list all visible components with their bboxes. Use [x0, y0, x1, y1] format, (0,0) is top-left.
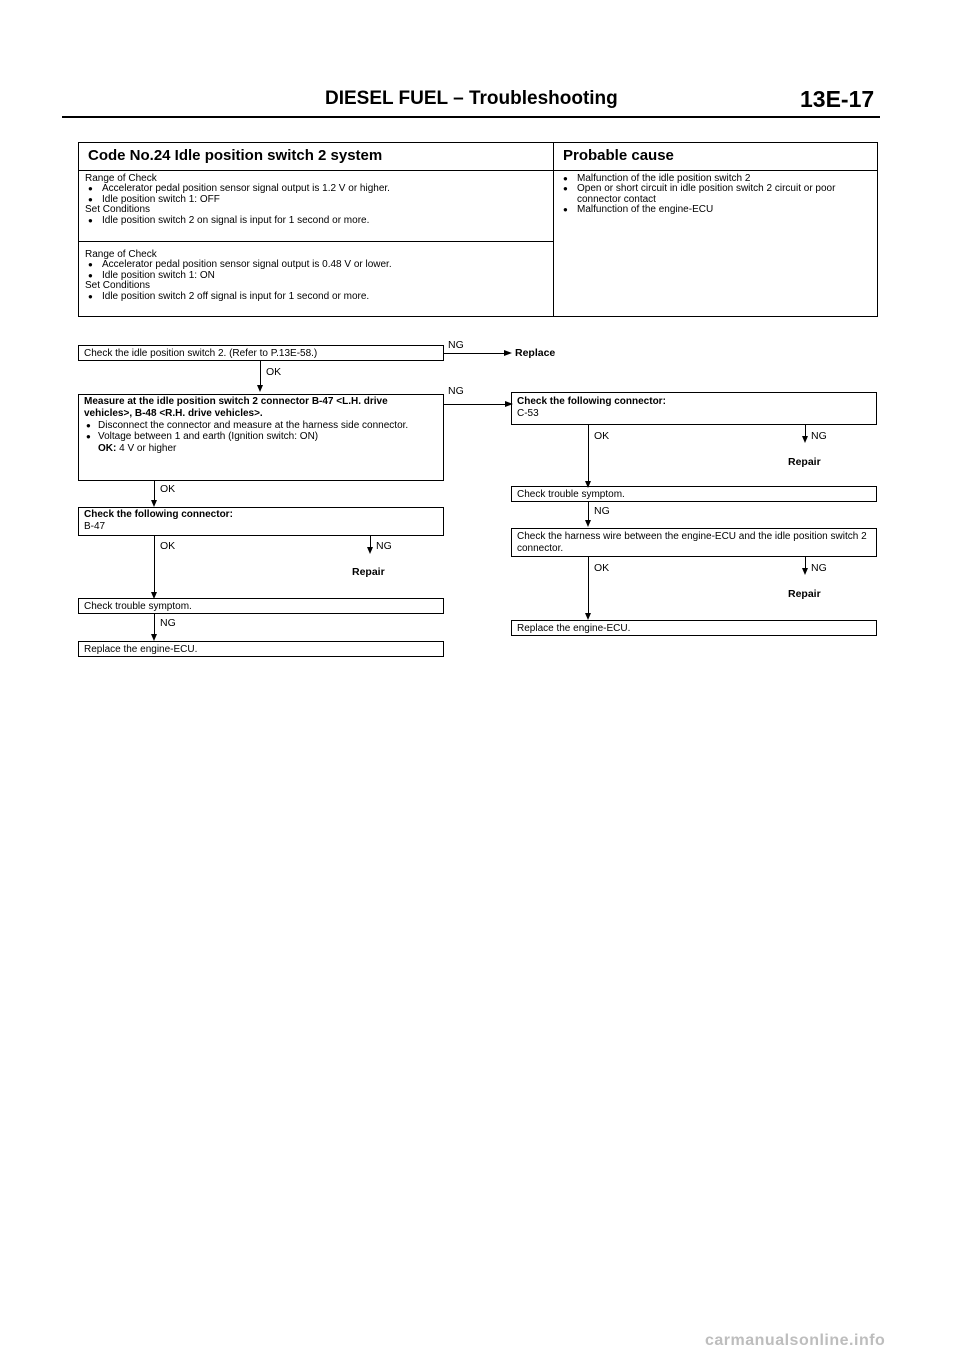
step-right-replace-ecu: Replace the engine-ECU. [511, 620, 877, 636]
table-header-code: Code No.24 Idle position switch 2 system [88, 147, 383, 164]
watermark: carmanualsonline.info [705, 1332, 886, 1349]
arrow-down-icon [802, 568, 808, 575]
step-right-harness-check: Check the harness wire between the engine-ECU and the idle position switch 2 connector. [511, 528, 877, 557]
connector-id: B-47 [84, 521, 106, 532]
range-item: ● Idle position switch 1: OFF [85, 195, 545, 205]
arrow-down-icon [802, 436, 808, 443]
ng-label: NG [448, 385, 464, 397]
arrow-down-icon [257, 385, 263, 392]
arrow-right-icon [504, 350, 512, 356]
cause-item: ● Malfunction of the idle position switch 2 [560, 174, 872, 184]
repair-action: Repair [788, 588, 821, 600]
ok-label: OK [594, 430, 610, 442]
ng-label: NG [376, 540, 392, 552]
step-check-switch: Check the idle position switch 2. (Refer to P.13E-58.) [78, 345, 444, 361]
table-header-cause: Probable cause [563, 147, 674, 164]
range-label: Range of Check [85, 173, 157, 184]
ng-label: NG [594, 505, 610, 517]
ng-connector-line [444, 353, 506, 354]
ok-flow-line [588, 557, 589, 615]
ok-label: OK [266, 366, 282, 378]
repair-action: Repair [788, 456, 821, 468]
step-left-replace-ecu: Replace the engine-ECU. [78, 641, 444, 657]
header-rule [62, 116, 880, 118]
set-label: Set Conditions [85, 204, 151, 216]
arrow-down-icon [367, 547, 373, 554]
range-item: ● Accelerator pedal position sensor signal output is 0.48 V or lower. [85, 260, 545, 270]
measure-bullet: ● Disconnect the connector and measure at the harness side connector. [84, 420, 438, 432]
table-block-1 [85, 174, 545, 226]
measure-instruction: Measure at the idle position switch 2 connector B-47 <L.H. drive vehicles>, B-48 <R.H. drive vehicles>. [84, 396, 388, 419]
probable-causes [560, 174, 872, 216]
ok-criteria [84, 443, 438, 455]
ok-flow-line [154, 481, 155, 502]
cause-item: ● Open or short circuit in idle position switch 2 circuit or poor connector contact [560, 184, 872, 205]
ng-label: NG [811, 562, 827, 574]
set-label: Set Conditions [85, 280, 151, 292]
ng-flow-line [588, 502, 589, 522]
ok-label: OK [160, 483, 176, 495]
page-number: 13E-17 [800, 86, 875, 112]
measure-bullet: ● Voltage between 1 and earth (Ignition switch: ON) [84, 431, 438, 443]
set-item: ● Idle position switch 2 off signal is input for 1 second or more. [85, 292, 545, 302]
table-block-2 [85, 250, 545, 302]
ok-flow-line [260, 361, 261, 387]
arrow-down-icon [151, 500, 157, 507]
cause-item: ● Malfunction of the engine-ECU [560, 205, 872, 215]
connector-check-title: Check the following connector: [517, 396, 666, 407]
step-right-connector [511, 392, 877, 425]
range-item: ● Idle position switch 1: ON [85, 271, 545, 281]
step-left-check-trouble: Check trouble symptom. [78, 598, 444, 614]
table-block-divider [78, 241, 554, 242]
ng-connector-line [444, 404, 506, 405]
arrow-down-icon [151, 634, 157, 641]
range-label: Range of Check [85, 249, 157, 260]
range-item: ● Accelerator pedal position sensor signal output is 1.2 V or higher. [85, 184, 545, 194]
arrow-down-icon [585, 520, 591, 527]
page-title: DIESEL FUEL – Troubleshooting [325, 88, 618, 109]
ng-label: NG [160, 617, 176, 629]
ok-flow-line [588, 425, 589, 483]
ok-label: OK [160, 540, 176, 552]
ng-label: NG [811, 430, 827, 442]
set-item: ● Idle position switch 2 on signal is input for 1 second or more. [85, 216, 545, 226]
step-measure-connector [78, 394, 444, 481]
ok-label: OK [594, 562, 610, 574]
ok-criteria-value: 4 V or higher [119, 443, 177, 455]
ng-label: NG [448, 339, 464, 351]
arrow-down-icon [585, 613, 591, 620]
table-divider [553, 142, 554, 317]
repair-action: Repair [352, 566, 385, 578]
replace-action: Replace [515, 347, 556, 359]
ok-flow-line [154, 536, 155, 594]
connector-check-title: Check the following connector: [84, 509, 233, 520]
step-left-connector [78, 507, 444, 536]
connector-id: C-53 [517, 408, 539, 419]
ok-criteria-key: OK: [98, 443, 117, 455]
step-right-check-trouble: Check trouble symptom. [511, 486, 877, 502]
ng-flow-line [154, 614, 155, 636]
